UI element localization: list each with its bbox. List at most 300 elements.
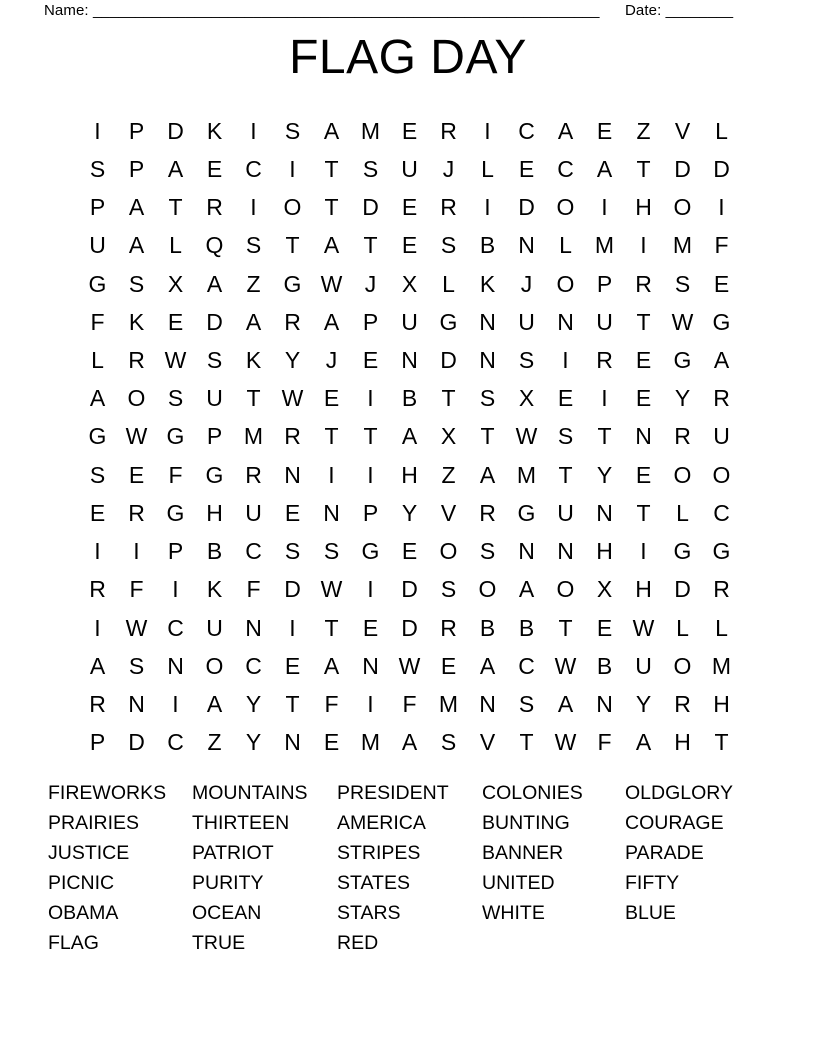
grid-letter: T — [636, 155, 651, 182]
grid-letter: O — [673, 461, 692, 488]
grid-letter: E — [557, 385, 574, 412]
grid-letter: T — [324, 155, 339, 182]
grid-letter: A — [479, 461, 496, 488]
grid-letter: I — [718, 194, 725, 221]
grid-letter: O — [673, 652, 692, 679]
grid-letter: I — [94, 614, 101, 641]
grid-letter: B — [518, 614, 535, 641]
grid-letter: U — [713, 423, 730, 450]
grid-letter: N — [479, 691, 496, 718]
grid-letter: G — [361, 538, 380, 565]
grid-letter: Z — [207, 729, 222, 756]
grid-letter: J — [442, 155, 455, 182]
grid-letter: R — [89, 691, 106, 718]
grid-letter: Z — [441, 461, 456, 488]
grid-letter: X — [518, 385, 535, 412]
grid-letter: I — [640, 538, 647, 565]
grid-letter: W — [554, 729, 577, 756]
grid-letter: F — [90, 308, 105, 335]
word-bank-word: JUSTICE — [48, 842, 130, 864]
grid-letter: W — [554, 652, 577, 679]
grid-letter: G — [88, 270, 107, 297]
grid-letter: Y — [596, 461, 613, 488]
grid-letter: K — [206, 576, 223, 603]
grid-letter: I — [601, 194, 608, 221]
grid-letter: N — [479, 347, 496, 374]
grid-letter: T — [363, 423, 378, 450]
grid-letter: P — [362, 308, 379, 335]
grid-letter: G — [88, 423, 107, 450]
grid-letter: M — [438, 691, 459, 718]
name-blank-line: ____________________________________________________________ — [92, 2, 600, 19]
grid-letter: S — [206, 347, 223, 374]
grid-letter: R — [206, 194, 223, 221]
grid-letter: C — [713, 499, 730, 526]
date-field — [625, 2, 733, 19]
grid-letter: G — [166, 423, 185, 450]
grid-letter: S — [440, 232, 457, 259]
word-bank-word: PICNIC — [48, 872, 115, 894]
grid-letter: M — [360, 729, 381, 756]
grid-letter: A — [206, 691, 223, 718]
grid-letter: A — [323, 652, 340, 679]
grid-letter: Z — [636, 117, 651, 144]
word-bank-column — [625, 778, 775, 928]
grid-letter: S — [245, 232, 262, 259]
grid-letter: K — [479, 270, 496, 297]
grid-letter: E — [362, 614, 379, 641]
grid-letter: U — [635, 652, 652, 679]
grid-letter: G — [673, 538, 692, 565]
grid-letter: S — [167, 385, 184, 412]
grid-letter: M — [672, 232, 693, 259]
grid-letter: E — [323, 385, 340, 412]
grid-letter: S — [323, 538, 340, 565]
grid-letter: E — [518, 155, 535, 182]
grid-letter: E — [401, 538, 418, 565]
grid-letter: S — [89, 155, 106, 182]
grid-letter: D — [362, 194, 379, 221]
grid-letter: S — [518, 691, 535, 718]
word-bank-word: WHITE — [482, 902, 545, 924]
grid-letter: N — [284, 729, 301, 756]
grid-letter: N — [518, 538, 535, 565]
grid-letter: I — [250, 117, 257, 144]
grid-letter: D — [401, 614, 418, 641]
grid-letter: S — [557, 423, 574, 450]
grid-letter: S — [479, 385, 496, 412]
word-bank-word: FIREWORKS — [48, 782, 167, 804]
grid-letter: M — [243, 423, 264, 450]
grid-letter: I — [484, 194, 491, 221]
grid-letter: W — [320, 576, 343, 603]
grid-letter: U — [557, 499, 574, 526]
grid-letter: C — [167, 729, 184, 756]
grid-letter: R — [674, 423, 691, 450]
date-blank-line: ________ — [665, 2, 734, 19]
grid-letter: X — [167, 270, 184, 297]
grid-letter: F — [597, 729, 612, 756]
word-bank-column — [337, 778, 482, 958]
grid-letter: W — [125, 614, 148, 641]
grid-letter: I — [484, 117, 491, 144]
grid-letter: L — [676, 499, 689, 526]
grid-letter: B — [479, 614, 496, 641]
grid-letter: L — [91, 347, 104, 374]
grid-letter: S — [674, 270, 691, 297]
grid-letter: D — [401, 576, 418, 603]
word-bank-word: PARADE — [625, 842, 704, 864]
grid-letter: E — [89, 499, 106, 526]
grid-letter: T — [324, 614, 339, 641]
grid-letter: D — [128, 729, 145, 756]
grid-letter: E — [362, 347, 379, 374]
grid-letter: D — [674, 576, 691, 603]
grid-letter: Y — [245, 691, 262, 718]
grid-letter: N — [518, 232, 535, 259]
grid-letter: P — [89, 194, 106, 221]
grid-letter: A — [89, 652, 106, 679]
grid-letter: T — [636, 308, 651, 335]
grid-letter: U — [206, 385, 223, 412]
grid-letter: D — [167, 117, 184, 144]
grid-letter: C — [245, 652, 262, 679]
grid-letter: T — [285, 691, 300, 718]
grid-letter: E — [167, 308, 184, 335]
grid-letter: R — [596, 347, 613, 374]
grid-letter: Q — [205, 232, 224, 259]
name-field — [44, 2, 600, 19]
grid-letter: L — [715, 117, 728, 144]
grid-letter: I — [367, 385, 374, 412]
grid-letter: S — [89, 461, 106, 488]
grid-letter: Y — [674, 385, 691, 412]
grid-letter: X — [440, 423, 457, 450]
grid-letter: P — [128, 155, 145, 182]
grid-letter: A — [518, 576, 535, 603]
grid-letter: H — [674, 729, 691, 756]
grid-letter: W — [515, 423, 538, 450]
grid-letter: D — [284, 576, 301, 603]
grid-letter: R — [89, 576, 106, 603]
grid-letter: O — [556, 270, 575, 297]
grid-letter: E — [635, 385, 652, 412]
grid-letter: M — [711, 652, 732, 679]
grid-letter: D — [440, 347, 457, 374]
grid-letter: H — [713, 691, 730, 718]
grid-letter: T — [168, 194, 183, 221]
grid-letter: I — [250, 194, 257, 221]
grid-letter: E — [401, 117, 418, 144]
grid-letter: G — [283, 270, 302, 297]
grid-letter: T — [480, 423, 495, 450]
grid-letter: R — [713, 385, 730, 412]
grid-letter: T — [519, 729, 534, 756]
word-search-grid — [78, 112, 741, 762]
grid-letter: S — [284, 538, 301, 565]
grid-letter: N — [362, 652, 379, 679]
grid-letter: O — [556, 194, 575, 221]
grid-letter: C — [167, 614, 184, 641]
grid-letter: H — [635, 194, 652, 221]
grid-letter: X — [401, 270, 418, 297]
word-bank-word: OCEAN — [192, 902, 262, 924]
grid-letter: Y — [401, 499, 418, 526]
word-bank-word: AMERICA — [337, 812, 426, 834]
grid-letter: I — [289, 155, 296, 182]
grid-letter: V — [674, 117, 691, 144]
grid-letter: T — [285, 232, 300, 259]
grid-letter: T — [324, 194, 339, 221]
word-bank-word: PRAIRIES — [48, 812, 140, 834]
grid-letter: O — [556, 576, 575, 603]
grid-letter: O — [478, 576, 497, 603]
grid-letter: E — [206, 155, 223, 182]
grid-letter: I — [172, 576, 179, 603]
grid-letter: R — [440, 194, 457, 221]
grid-letter: B — [596, 652, 613, 679]
grid-letter: A — [713, 347, 730, 374]
word-bank-word: OBAMA — [48, 902, 119, 924]
grid-letter: L — [442, 270, 455, 297]
grid-letter: P — [89, 729, 106, 756]
word-bank-word: THIRTEEN — [192, 812, 290, 834]
grid-letter: F — [129, 576, 144, 603]
grid-letter: J — [325, 347, 338, 374]
grid-letter: F — [402, 691, 417, 718]
grid-letter: K — [206, 117, 223, 144]
grid-letter: L — [715, 614, 728, 641]
grid-letter: S — [440, 576, 457, 603]
grid-letter: W — [398, 652, 421, 679]
grid-letter: N — [323, 499, 340, 526]
grid-letter: D — [674, 155, 691, 182]
word-bank-word: PURITY — [192, 872, 264, 894]
grid-letter: D — [206, 308, 223, 335]
grid-letter: U — [206, 614, 223, 641]
word-bank-word: BANNER — [482, 842, 564, 864]
grid-letter: A — [479, 652, 496, 679]
grid-letter: L — [676, 614, 689, 641]
grid-letter: E — [401, 194, 418, 221]
grid-letter: I — [172, 691, 179, 718]
grid-letter: N — [557, 308, 574, 335]
grid-letter: S — [479, 538, 496, 565]
grid-letter: F — [246, 576, 261, 603]
grid-letter: A — [167, 155, 184, 182]
grid-letter: W — [671, 308, 694, 335]
word-bank-word: UNITED — [482, 872, 555, 894]
grid-letter: J — [520, 270, 533, 297]
grid-letter: S — [440, 729, 457, 756]
grid-letter: R — [284, 423, 301, 450]
grid-letter: I — [94, 538, 101, 565]
grid-letter: E — [128, 461, 145, 488]
grid-letter: E — [713, 270, 730, 297]
grid-letter: S — [128, 652, 145, 679]
grid-letter: O — [127, 385, 146, 412]
grid-letter: R — [128, 499, 145, 526]
grid-letter: H — [401, 461, 418, 488]
word-bank-word: RED — [337, 932, 379, 954]
grid-letter: R — [284, 308, 301, 335]
grid-letter: K — [128, 308, 145, 335]
grid-letter: A — [128, 232, 145, 259]
grid-letter: S — [284, 117, 301, 144]
grid-letter: V — [479, 729, 496, 756]
grid-letter: I — [562, 347, 569, 374]
word-bank — [48, 778, 775, 958]
grid-letter: D — [518, 194, 535, 221]
grid-letter: A — [401, 423, 418, 450]
grid-letter: S — [128, 270, 145, 297]
word-bank-word: STRIPES — [337, 842, 421, 864]
word-bank-column — [192, 778, 337, 958]
grid-letter: T — [558, 614, 573, 641]
grid-letter: R — [674, 691, 691, 718]
grid-letter: A — [596, 155, 613, 182]
word-bank-word: COURAGE — [625, 812, 724, 834]
grid-letter: N — [401, 347, 418, 374]
word-bank-word: FIFTY — [625, 872, 680, 894]
grid-letter: N — [167, 652, 184, 679]
grid-letter: R — [440, 117, 457, 144]
grid-letter: L — [559, 232, 572, 259]
grid-letter: B — [206, 538, 223, 565]
date-label: Date: — [625, 2, 662, 19]
grid-letter: E — [284, 652, 301, 679]
grid-letter: I — [367, 461, 374, 488]
grid-letter: U — [401, 155, 418, 182]
grid-letter: A — [635, 729, 652, 756]
grid-letter: U — [245, 499, 262, 526]
grid-letter: I — [640, 232, 647, 259]
grid-letter: C — [245, 538, 262, 565]
grid-letter: M — [360, 117, 381, 144]
word-bank-word: BLUE — [625, 902, 676, 924]
word-bank-word: BUNTING — [482, 812, 570, 834]
grid-letter: O — [205, 652, 224, 679]
grid-letter: A — [206, 270, 223, 297]
grid-letter: Y — [245, 729, 262, 756]
grid-letter: A — [323, 117, 340, 144]
grid-letter: E — [440, 652, 457, 679]
grid-letter: R — [440, 614, 457, 641]
grid-letter: A — [89, 385, 106, 412]
grid-letter: C — [245, 155, 262, 182]
grid-letter: H — [206, 499, 223, 526]
grid-letter: I — [289, 614, 296, 641]
grid-letter: F — [168, 461, 183, 488]
grid-letter: N — [635, 423, 652, 450]
grid-letter: O — [283, 194, 302, 221]
grid-letter: L — [169, 232, 182, 259]
grid-letter: G — [712, 538, 731, 565]
grid-letter: U — [518, 308, 535, 335]
word-bank-word: COLONIES — [482, 782, 583, 804]
grid-letter: R — [713, 576, 730, 603]
grid-letter: N — [128, 691, 145, 718]
grid-letter: U — [596, 308, 613, 335]
grid-letter: G — [166, 499, 185, 526]
grid-letter: F — [324, 691, 339, 718]
grid-letter: O — [439, 538, 458, 565]
grid-letter: N — [557, 538, 574, 565]
grid-letter: E — [284, 499, 301, 526]
word-bank-column — [48, 778, 192, 958]
grid-letter: I — [601, 385, 608, 412]
grid-letter: L — [481, 155, 494, 182]
word-bank-column — [482, 778, 625, 928]
grid-letter: A — [557, 117, 574, 144]
grid-letter: M — [516, 461, 537, 488]
grid-letter: G — [712, 308, 731, 335]
grid-letter: C — [518, 117, 535, 144]
grid-letter: T — [714, 729, 729, 756]
grid-letter: W — [125, 423, 148, 450]
grid-letter: Y — [284, 347, 301, 374]
grid-letter: D — [713, 155, 730, 182]
grid-letter: A — [323, 308, 340, 335]
grid-letter: T — [441, 385, 456, 412]
grid-letter: B — [479, 232, 496, 259]
grid-letter: T — [324, 423, 339, 450]
grid-letter: R — [479, 499, 496, 526]
grid-letter: N — [245, 614, 262, 641]
grid-letter: G — [439, 308, 458, 335]
word-bank-word: FLAG — [48, 932, 99, 954]
grid-letter: N — [596, 691, 613, 718]
word-bank-word: STARS — [337, 902, 401, 924]
grid-letter: N — [284, 461, 301, 488]
grid-letter: E — [323, 729, 340, 756]
grid-letter: O — [712, 461, 731, 488]
word-bank-word: PATRIOT — [192, 842, 274, 864]
grid-letter: G — [517, 499, 536, 526]
grid-letter: E — [635, 461, 652, 488]
grid-letter: B — [401, 385, 418, 412]
grid-letter: G — [673, 347, 692, 374]
grid-letter: W — [164, 347, 187, 374]
grid-letter: G — [205, 461, 224, 488]
grid-letter: S — [518, 347, 535, 374]
grid-letter: Z — [246, 270, 261, 297]
grid-letter: T — [246, 385, 261, 412]
grid-letter: E — [596, 614, 613, 641]
grid-letter: A — [128, 194, 145, 221]
grid-letter: E — [635, 347, 652, 374]
grid-letter: P — [128, 117, 145, 144]
grid-letter: T — [636, 499, 651, 526]
grid-letter: P — [596, 270, 613, 297]
grid-letter: I — [133, 538, 140, 565]
puzzle-title: FLAG DAY — [289, 31, 527, 84]
grid-letter: U — [89, 232, 106, 259]
grid-letter: F — [714, 232, 729, 259]
name-label: Name: — [44, 2, 89, 19]
grid-letter: V — [440, 499, 457, 526]
grid-letter: T — [363, 232, 378, 259]
grid-letter: P — [362, 499, 379, 526]
word-bank-word: OLDGLORY — [625, 782, 734, 804]
grid-letter: R — [128, 347, 145, 374]
grid-letter: S — [362, 155, 379, 182]
grid-letter: W — [281, 385, 304, 412]
grid-letter: A — [323, 232, 340, 259]
grid-letter: A — [401, 729, 418, 756]
word-bank-word: PRESIDENT — [337, 782, 449, 804]
grid-letter: I — [94, 117, 101, 144]
